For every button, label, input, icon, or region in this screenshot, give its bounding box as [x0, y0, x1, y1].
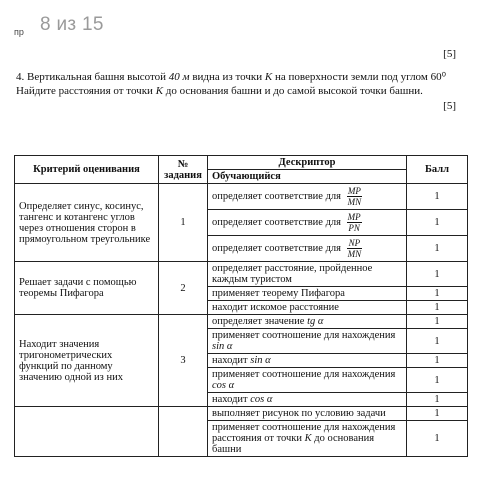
header-student: Обучающийся — [208, 170, 407, 184]
math-expression: cos α — [212, 380, 235, 391]
task-angle: 60⁰ — [430, 71, 446, 83]
task-height: 40 м — [168, 71, 190, 83]
criterion-cell: Решает задачи с помощью теоремы Пифагора — [15, 262, 159, 315]
math-expression: cos α — [250, 394, 273, 405]
score-cell: 1 — [407, 184, 468, 210]
descriptor-cell — [208, 210, 407, 236]
fraction-denominator: MN — [347, 197, 362, 207]
descriptor-cell — [208, 315, 407, 329]
task-number-cell: 1 — [159, 184, 208, 262]
task-number-cell: 2 — [159, 262, 208, 315]
score-mark-previous: [5] — [443, 48, 456, 60]
task-text-e: до основания башни и до самой высокой точки башни. — [165, 85, 423, 97]
fraction — [347, 238, 363, 259]
math-expression: sin α — [212, 341, 233, 352]
descriptor-cell — [208, 236, 407, 262]
criterion-cell: Определяет синус, косинус, тангенс и котангенс углов через отношения сторон в прямоугольном треугольнике — [15, 184, 159, 262]
fraction-denominator: PN — [348, 223, 360, 233]
task-number: 4. — [16, 71, 25, 83]
descriptor-cell: определяет расстояние, пройденное каждым туристом — [208, 262, 407, 287]
score-cell: 1 — [407, 287, 468, 301]
task-point-2: K — [155, 85, 164, 97]
header-descriptor: Дескриптор — [208, 156, 407, 170]
task-number-cell: 3 — [159, 315, 208, 407]
descriptor-cell — [208, 421, 407, 457]
task-point: K — [264, 71, 273, 83]
score-cell: 1 — [407, 236, 468, 262]
descriptor-cell — [208, 393, 407, 407]
descriptor-text: определяет соответствие для — [212, 190, 341, 202]
task-text-d: Найдите расстояния от точки — [16, 85, 153, 97]
fraction — [347, 186, 363, 207]
rubric-table — [14, 155, 468, 457]
score-cell: 1 — [407, 262, 468, 287]
score-cell: 1 — [407, 393, 468, 407]
fraction-numerator: NP — [348, 238, 361, 248]
score-cell: 1 — [407, 329, 468, 354]
descriptor-text: определяет значение — [212, 316, 305, 327]
descriptor-cell — [208, 329, 407, 354]
criterion-cell — [15, 407, 159, 457]
header-prefix: пр — [14, 27, 24, 37]
descriptor-text: определяет соответствие для — [212, 216, 341, 228]
score-cell: 1 — [407, 354, 468, 368]
fraction — [347, 212, 362, 233]
descriptor-cell — [208, 184, 407, 210]
score-cell: 1 — [407, 407, 468, 421]
score-cell: 1 — [407, 210, 468, 236]
descriptor-text: до основания башни — [212, 433, 375, 455]
descriptor-cell: выполняет рисунок по условию задачи — [208, 407, 407, 421]
descriptor-text: применяет соотношение для нахождения расстояния от точки — [212, 422, 396, 444]
descriptor-text: применяет соотношение для нахождения — [212, 369, 396, 380]
descriptor-cell — [208, 368, 407, 393]
descriptor-text: находит — [212, 394, 248, 405]
header-score: Балл — [407, 156, 468, 184]
descriptor-cell — [208, 354, 407, 368]
descriptor-text: находит — [212, 355, 248, 366]
score-cell: 1 — [407, 301, 468, 315]
viewer-topbar — [0, 0, 480, 40]
score-cell: 1 — [407, 421, 468, 457]
score-cell: 1 — [407, 315, 468, 329]
descriptor-cell: применяет теорему Пифагора — [208, 287, 407, 301]
descriptor-text: определяет соответствие для — [212, 242, 341, 254]
task-text-b: видна из точки — [192, 71, 263, 83]
task-number-cell — [159, 407, 208, 457]
fraction-numerator: MP — [347, 186, 361, 196]
task-text-a: Вертикальная башня высотой — [27, 71, 167, 83]
page-counter: 8 из 15 — [40, 14, 104, 35]
math-expression: K — [304, 433, 312, 444]
score-cell: 1 — [407, 368, 468, 393]
score-mark-task-4: [5] — [443, 100, 456, 112]
header-task-number: № задания — [159, 156, 208, 184]
descriptor-text: применяет соотношение для нахождения — [212, 330, 396, 341]
criterion-cell: Находит значения тригонометрических функций по данному значению одной из них — [15, 315, 159, 407]
descriptor-cell: находит искомое расстояние — [208, 301, 407, 315]
math-expression: tg α — [307, 316, 324, 327]
fraction-numerator: MP — [347, 212, 361, 222]
task-4-statement — [16, 70, 456, 98]
math-expression: sin α — [250, 355, 271, 366]
header-criterion: Критерий оценивания — [15, 156, 159, 184]
fraction-denominator: MN — [347, 249, 362, 259]
task-text-c: на поверхности земли под углом — [274, 71, 428, 83]
